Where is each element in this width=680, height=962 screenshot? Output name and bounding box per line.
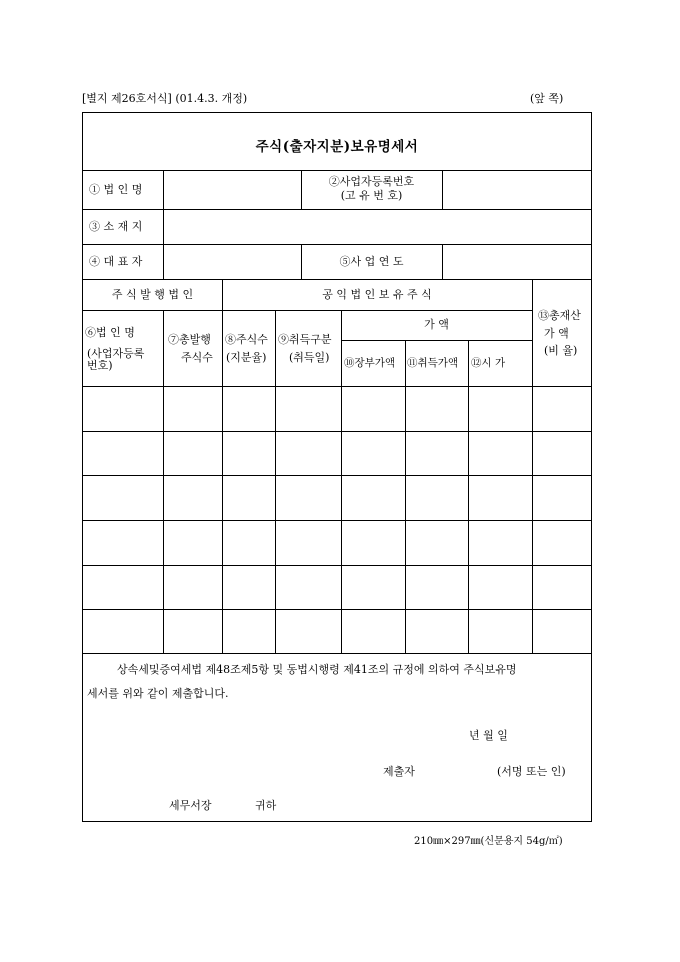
col-shares-sub: (지분율) <box>226 351 267 364</box>
divider <box>341 340 532 341</box>
biz-reg-no-label: ②사업자등록번호 <box>328 175 415 188</box>
address-label: ③ 소 재 지 <box>89 220 143 233</box>
biz-reg-no-sublabel: (고 유 번 호) <box>340 189 403 202</box>
divider <box>83 475 591 476</box>
divider <box>83 565 591 566</box>
col-ratio-sub2: (비 율) <box>544 344 578 357</box>
col-acq-type: ⑨취득구분 <box>278 333 332 346</box>
divider <box>163 170 164 244</box>
signature-label: (서명 또는 인) <box>497 765 566 778</box>
col-total-shares-sub: 주식수 <box>181 351 213 364</box>
divider <box>83 386 591 387</box>
divider <box>442 244 443 279</box>
statement-text: 상속세및증여세법 제48조제5항 및 동법시행령 제41조의 규정에 의하여 주식보유명 <box>117 663 517 676</box>
divider <box>222 279 223 653</box>
paper-size-note: 210㎜×297㎜(신문용지 54g/㎡) <box>414 836 563 847</box>
issuer-group-header: 주 식 발 행 법 인 <box>111 288 194 301</box>
submitter-label: 제출자 <box>383 765 415 778</box>
divider <box>275 310 276 653</box>
divider <box>83 170 591 171</box>
divider <box>341 310 342 653</box>
stock-holding-form <box>82 112 592 822</box>
divider <box>83 653 591 654</box>
divider <box>83 431 591 432</box>
form-title: 주식(출자지분)보유명세서 <box>255 139 419 155</box>
divider <box>532 279 533 653</box>
col-market-value: ⑫시 가 <box>471 357 506 369</box>
divider <box>468 340 469 653</box>
divider <box>83 209 591 210</box>
col-book-value: ⑩장부가액 <box>344 357 396 369</box>
date-line: 년 월 일 <box>469 729 508 742</box>
divider <box>83 520 591 521</box>
col-total-shares: ⑦총발행 <box>168 333 211 346</box>
col-corp-name-sub: (사업자등록 <box>87 347 145 360</box>
col-acq-type-sub: (취득일) <box>289 351 330 364</box>
divider <box>442 170 443 209</box>
col-corp-name: ⑥법 인 명 <box>85 326 135 339</box>
col-ratio-sub: 가 액 <box>544 327 569 340</box>
divider <box>83 310 532 311</box>
col-ratio: ⑬총재산 <box>538 309 581 322</box>
tax-office-label: 세무서장 <box>169 799 212 812</box>
divider <box>83 279 591 280</box>
addressee-suffix: 귀하 <box>255 799 277 812</box>
col-value-group: 가 액 <box>424 318 449 331</box>
col-shares: ⑧주식수 <box>225 333 268 346</box>
col-acq-value: ⑪취득가액 <box>407 357 459 369</box>
col-corp-name-sub2: 번호) <box>87 359 113 372</box>
divider <box>83 609 591 610</box>
corp-name-label: ① 법 인 명 <box>89 183 143 196</box>
divider <box>83 244 591 245</box>
business-year-label: ⑤사 업 연 도 <box>339 255 404 268</box>
page-side-label: (앞 쪽) <box>530 92 564 105</box>
form-reference: [별지 제26호서식] (01.4.3. 개정) <box>82 92 248 105</box>
divider <box>163 310 164 653</box>
statement-text-cont: 세서를 위와 같이 제출합니다. <box>87 687 229 700</box>
divider <box>163 244 164 279</box>
representative-label: ④ 대 표 자 <box>89 255 143 268</box>
holding-group-header: 공 익 법 인 보 유 주 식 <box>322 288 432 301</box>
divider <box>405 340 406 653</box>
